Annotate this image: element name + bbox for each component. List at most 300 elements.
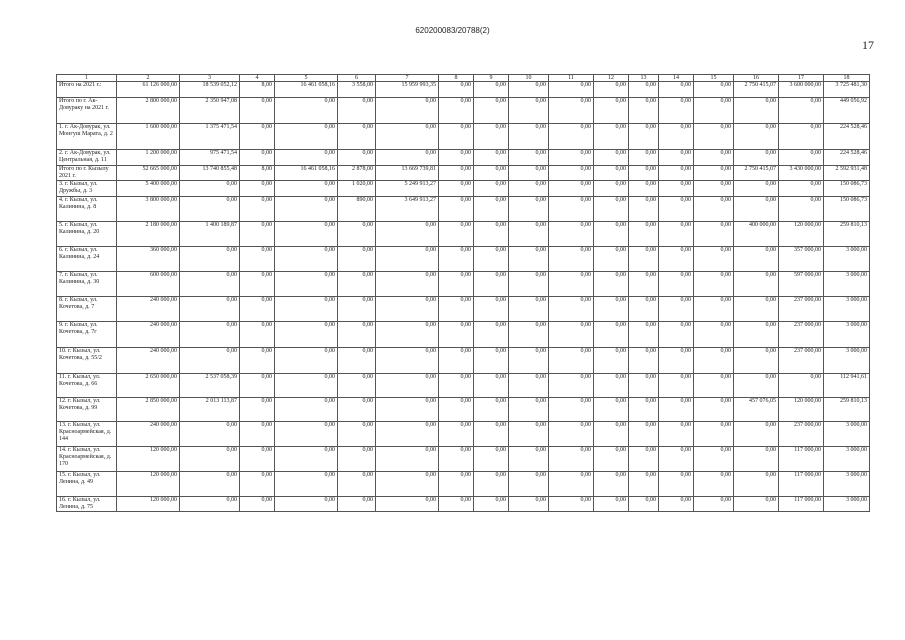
table-cell: 449 056,92	[824, 98, 870, 124]
table-cell: 150 086,73	[824, 197, 870, 222]
column-header: 15	[694, 75, 734, 82]
table-cell: 0,00	[338, 98, 376, 124]
table-cell: 0,00	[629, 247, 659, 272]
table-cell: 0,00	[629, 82, 659, 98]
table-cell: 0,00	[509, 297, 549, 322]
table-cell: 150 086,73	[824, 181, 870, 197]
table-cell: 0,00	[180, 272, 240, 297]
table-cell: 0,00	[376, 247, 439, 272]
column-header: 5	[275, 75, 338, 82]
table-cell: 0,00	[509, 98, 549, 124]
table-cell: 0,00	[275, 150, 338, 166]
table-cell: 0,00	[659, 150, 694, 166]
row-label: 14. г. Кызыл, ул. Красноармейская, д. 170	[57, 447, 117, 472]
table-cell: 0,00	[694, 150, 734, 166]
table-cell: 259 810,13	[824, 222, 870, 247]
table-cell: 8,00	[240, 82, 275, 98]
table-cell: 0,00	[474, 472, 509, 497]
table-cell: 0,00	[659, 322, 694, 348]
table-cell: 0,00	[509, 398, 549, 422]
table-cell: 0,00	[509, 197, 549, 222]
table-cell: 0,00	[376, 447, 439, 472]
table-cell: 2 537 058,39	[180, 374, 240, 398]
table-cell: 890,00	[338, 197, 376, 222]
table-cell: 0,00	[439, 398, 474, 422]
table-cell: 0,00	[659, 181, 694, 197]
table-cell: 0,00	[594, 197, 629, 222]
table-cell: 0,00	[734, 181, 779, 197]
table-cell: 0,00	[694, 222, 734, 247]
table-cell: 0,00	[594, 150, 629, 166]
table-cell: 0,00	[474, 82, 509, 98]
table-cell: 16 461 058,16	[275, 82, 338, 98]
table-cell: 120 000,00	[779, 222, 824, 247]
table-cell: 0,00	[629, 422, 659, 447]
table-cell: 2 750 415,07	[734, 82, 779, 98]
table-cell: 0,00	[474, 348, 509, 374]
table-cell: 0,00	[659, 82, 694, 98]
table-cell: 0,00	[594, 98, 629, 124]
row-label: 15. г. Кызыл, ул. Ленина, д. 49	[57, 472, 117, 497]
table-cell: 0,00	[275, 497, 338, 512]
table-cell: 0,00	[376, 98, 439, 124]
table-cell: 0,00	[734, 422, 779, 447]
row-label: 7. г. Кызыл, ул. Калинина, д. 30	[57, 272, 117, 297]
table-cell: 0,00	[694, 82, 734, 98]
table-cell: 0,00	[439, 297, 474, 322]
table-cell: 0,00	[629, 222, 659, 247]
table-cell: 0,00	[240, 247, 275, 272]
table-cell: 0,00	[180, 181, 240, 197]
table-cell: 2 800 000,00	[117, 98, 180, 124]
table-row	[57, 398, 870, 422]
row-label: 13. г. Кызыл, ул. Красноармейская, д. 144	[57, 422, 117, 447]
table-cell: 0,00	[594, 297, 629, 322]
table-cell: 0,00	[694, 348, 734, 374]
document-id: 620200083/20788(2)	[415, 26, 490, 35]
table-cell: 0,00	[338, 398, 376, 422]
table-cell: 0,00	[376, 422, 439, 447]
table-cell: 0,00	[594, 422, 629, 447]
table-cell: 117 000,00	[779, 497, 824, 512]
table-cell: 0,00	[549, 472, 594, 497]
table-cell: 0,00	[779, 124, 824, 150]
table-cell: 0,00	[474, 222, 509, 247]
column-header: 12	[594, 75, 629, 82]
row-label: 12. г. Кызыл, ул. Кочетова, д. 99	[57, 398, 117, 422]
table-cell: 0,00	[694, 422, 734, 447]
table-cell: 117 000,00	[779, 447, 824, 472]
table-cell: 224 528,46	[824, 124, 870, 150]
table-cell: 0,00	[275, 247, 338, 272]
table-cell: 0,00	[240, 150, 275, 166]
table-cell: 0,00	[439, 150, 474, 166]
table-cell: 0,00	[594, 374, 629, 398]
table-cell: 120 000,00	[117, 472, 180, 497]
table-cell: 237 000,00	[779, 322, 824, 348]
table-cell: 0,00	[594, 447, 629, 472]
column-header: 6	[338, 75, 376, 82]
table-cell: 0,00	[474, 124, 509, 150]
column-header: 3	[180, 75, 240, 82]
table-cell: 0,00	[509, 348, 549, 374]
table-cell: 0,00	[549, 297, 594, 322]
column-header: 8	[439, 75, 474, 82]
row-label: 1. г. Ак-Довурак, ул. Монгуш Марата, д. 2	[57, 124, 117, 150]
table-cell: 0,00	[474, 247, 509, 272]
table-cell: 0,00	[240, 181, 275, 197]
table-cell: 357 000,00	[779, 247, 824, 272]
table-cell: 360 000,00	[117, 247, 180, 272]
table-cell: 0,00	[659, 422, 694, 447]
table-cell: 0,00	[474, 447, 509, 472]
table-cell: 0,00	[439, 124, 474, 150]
table-cell: 0,00	[549, 247, 594, 272]
table-row	[57, 348, 870, 374]
table-cell: 2 013 113,87	[180, 398, 240, 422]
table-cell: 0,00	[659, 98, 694, 124]
table-cell: 0,00	[779, 181, 824, 197]
table-cell: 0,00	[549, 150, 594, 166]
table-cell: 0,00	[734, 322, 779, 348]
table-cell: 0,00	[694, 181, 734, 197]
table-cell: 240 000,00	[117, 348, 180, 374]
table-cell: 0,00	[240, 98, 275, 124]
table-cell: 0,00	[694, 166, 734, 181]
table-cell: 0,00	[338, 348, 376, 374]
table-cell: 0,00	[549, 98, 594, 124]
table-cell: 0,00	[694, 374, 734, 398]
table-cell: 0,00	[629, 297, 659, 322]
table-cell: 0,00	[549, 497, 594, 512]
table-cell: 0,00	[338, 297, 376, 322]
column-header: 17	[779, 75, 824, 82]
row-label: Итого на 2021 г.:	[57, 82, 117, 98]
table-cell: 0,00	[779, 150, 824, 166]
table-cell: 0,00	[734, 124, 779, 150]
table-cell: 2 650 000,00	[117, 374, 180, 398]
table-cell: 0,00	[594, 472, 629, 497]
table-cell: 0,00	[734, 348, 779, 374]
table-cell: 0,00	[474, 181, 509, 197]
table-cell: 0,00	[734, 447, 779, 472]
table-cell: 0,00	[594, 124, 629, 150]
table-cell: 0,00	[509, 181, 549, 197]
table-cell: 0,00	[474, 322, 509, 348]
table-cell: 117 000,00	[779, 472, 824, 497]
table-row	[57, 124, 870, 150]
table-cell: 457 076,05	[734, 398, 779, 422]
row-label: Итого по г. Ак-Довураку на 2021 г.	[57, 98, 117, 124]
table-cell: 0,00	[594, 166, 629, 181]
table-cell: 0,00	[694, 497, 734, 512]
column-header: 2	[117, 75, 180, 82]
table-cell: 0,00	[180, 348, 240, 374]
table-cell: 3 000,00	[824, 247, 870, 272]
table-cell: 0,00	[694, 124, 734, 150]
table-cell: 16 461 058,16	[275, 166, 338, 181]
table-cell: 2 878,00	[338, 166, 376, 181]
table-cell: 0,00	[439, 422, 474, 447]
table-cell: 0,00	[275, 181, 338, 197]
table-cell: 3 000,00	[824, 322, 870, 348]
table-cell: 61 126 000,00	[117, 82, 180, 98]
table-cell: 0,00	[474, 422, 509, 447]
table-cell: 0,00	[629, 398, 659, 422]
table-cell: 3 000,00	[824, 472, 870, 497]
table-cell: 0,00	[694, 297, 734, 322]
table-cell: 0,00	[734, 272, 779, 297]
table-cell: 0,00	[629, 150, 659, 166]
table-cell: 0,00	[376, 222, 439, 247]
table-cell: 0,00	[694, 398, 734, 422]
table-cell: 0,00	[240, 124, 275, 150]
table-cell: 0,00	[659, 472, 694, 497]
table-cell: 0,00	[629, 98, 659, 124]
table-cell: 0,00	[338, 472, 376, 497]
table-cell: 0,00	[439, 197, 474, 222]
table-cell: 0,00	[376, 297, 439, 322]
table-cell: 0,00	[659, 447, 694, 472]
table-cell: 52 665 000,00	[117, 166, 180, 181]
table-row	[57, 82, 870, 98]
table-cell: 0,00	[275, 422, 338, 447]
table-cell: 240 000,00	[117, 297, 180, 322]
table-cell: 0,00	[779, 98, 824, 124]
table-cell: 1 600 000,00	[117, 124, 180, 150]
table-cell: 0,00	[694, 197, 734, 222]
table-cell: 0,00	[376, 124, 439, 150]
table-cell: 0,00	[439, 222, 474, 247]
table-cell: 0,00	[659, 222, 694, 247]
table-cell: 237 000,00	[779, 348, 824, 374]
table-cell: 0,00	[439, 374, 474, 398]
column-header: 16	[734, 75, 779, 82]
table-cell: 3 000,00	[824, 497, 870, 512]
table-row	[57, 422, 870, 447]
table-cell: 0,00	[509, 124, 549, 150]
table-cell: 0,00	[629, 124, 659, 150]
table-cell: 0,00	[509, 222, 549, 247]
table-cell: 2 592 931,48	[824, 166, 870, 181]
table-cell: 0,00	[509, 374, 549, 398]
table-cell: 0,00	[240, 472, 275, 497]
table-cell: 0,00	[180, 297, 240, 322]
table-cell: 0,00	[439, 348, 474, 374]
column-header: 14	[659, 75, 694, 82]
table-cell: 240 000,00	[117, 422, 180, 447]
table-cell: 0,00	[474, 374, 509, 398]
table-row	[57, 272, 870, 297]
column-header: 11	[549, 75, 594, 82]
table-cell: 0,00	[376, 374, 439, 398]
table-cell: 0,00	[734, 374, 779, 398]
table-cell: 0,00	[439, 82, 474, 98]
table-cell: 0,00	[549, 197, 594, 222]
table-cell: 0,00	[509, 82, 549, 98]
row-label: 10. г. Кызыл, ул. Кочетова, д. 55/2	[57, 348, 117, 374]
table-cell: 0,00	[734, 197, 779, 222]
table-cell: 1 200 000,00	[117, 150, 180, 166]
table-row	[57, 297, 870, 322]
table-cell: 0,00	[439, 472, 474, 497]
table-cell: 0,00	[275, 322, 338, 348]
table-cell: 0,00	[659, 124, 694, 150]
table-cell: 120 000,00	[779, 398, 824, 422]
table-cell: 0,00	[439, 247, 474, 272]
table-row	[57, 197, 870, 222]
table-cell: 3 600 000,00	[779, 82, 824, 98]
table-cell: 1 375 471,54	[180, 124, 240, 150]
table-cell: 0,00	[659, 398, 694, 422]
table-cell: 120 000,00	[117, 447, 180, 472]
table-cell: 0,00	[549, 322, 594, 348]
table-cell: 0,00	[659, 166, 694, 181]
table-cell: 0,00	[376, 398, 439, 422]
table-cell: 0,00	[275, 222, 338, 247]
table-cell: 0,00	[734, 98, 779, 124]
table-cell: 0,00	[659, 297, 694, 322]
table-cell: 400 000,00	[734, 222, 779, 247]
table-row	[57, 166, 870, 181]
table-cell: 0,00	[474, 166, 509, 181]
table-row	[57, 497, 870, 512]
table-cell: 0,00	[629, 272, 659, 297]
table-cell: 0,00	[509, 322, 549, 348]
row-label: 9. г. Кызыл, ул. Кочетова, д. 7г	[57, 322, 117, 348]
table-cell: 0,00	[338, 222, 376, 247]
row-label: 2. г. Ак-Довурак, ул. Центральная, д. 11	[57, 150, 117, 166]
table-cell: 15 959 993,35	[376, 82, 439, 98]
table-cell: 112 941,61	[824, 374, 870, 398]
table-cell: 0,00	[694, 272, 734, 297]
table-cell: 0,00	[694, 247, 734, 272]
row-label: 11. г. Кызыл, ул. Кочетова, д. 66	[57, 374, 117, 398]
table-row	[57, 222, 870, 247]
table-cell: 0,00	[439, 497, 474, 512]
table-cell: 0,00	[629, 181, 659, 197]
table-cell: 0,00	[275, 124, 338, 150]
table-cell: 0,00	[180, 197, 240, 222]
table-cell: 0,00	[338, 247, 376, 272]
table-cell: 0,00	[659, 348, 694, 374]
table-cell: 3 000,00	[824, 272, 870, 297]
table-cell: 0,00	[594, 247, 629, 272]
table-cell: 0,00	[734, 150, 779, 166]
table-cell: 0,00	[439, 322, 474, 348]
table-cell: 3 000,00	[824, 348, 870, 374]
table-cell: 0,00	[659, 247, 694, 272]
table-cell: 0,00	[376, 272, 439, 297]
table-cell: 0,00	[180, 247, 240, 272]
table-cell: 3 725 481,30	[824, 82, 870, 98]
table-cell: 0,00	[240, 322, 275, 348]
table-cell: 237 000,00	[779, 297, 824, 322]
table-cell: 0,00	[779, 374, 824, 398]
table-cell: 18 539 052,12	[180, 82, 240, 98]
table-cell: 8,00	[240, 166, 275, 181]
table-cell: 0,00	[275, 447, 338, 472]
column-header: 18	[824, 75, 870, 82]
table-cell: 0,00	[549, 222, 594, 247]
table-cell: 0,00	[594, 222, 629, 247]
table-cell: 0,00	[629, 497, 659, 512]
table-cell: 0,00	[275, 272, 338, 297]
table-cell: 224 528,46	[824, 150, 870, 166]
table-cell: 0,00	[734, 497, 779, 512]
table-cell: 0,00	[509, 447, 549, 472]
table-cell: 0,00	[509, 247, 549, 272]
table-cell: 0,00	[594, 348, 629, 374]
table-cell: 5 249 913,27	[376, 181, 439, 197]
column-header: 4	[240, 75, 275, 82]
table-cell: 0,00	[734, 297, 779, 322]
table-cell: 0,00	[240, 398, 275, 422]
table-cell: 5 400 000,00	[117, 181, 180, 197]
table-cell: 0,00	[275, 398, 338, 422]
table-cell: 0,00	[549, 447, 594, 472]
table-cell: 3 000,00	[824, 447, 870, 472]
table-row	[57, 98, 870, 124]
table-cell: 0,00	[338, 124, 376, 150]
table-cell: 0,00	[338, 322, 376, 348]
table-cell: 0,00	[240, 272, 275, 297]
table-row	[57, 247, 870, 272]
table-cell: 0,00	[549, 422, 594, 447]
table-cell: 0,00	[338, 150, 376, 166]
table-cell: 0,00	[439, 98, 474, 124]
table-cell: 0,00	[376, 150, 439, 166]
table-cell: 597 000,00	[779, 272, 824, 297]
table-cell: 0,00	[549, 82, 594, 98]
page-number: 17	[862, 38, 874, 52]
budget-table	[56, 74, 870, 512]
table-cell: 0,00	[240, 374, 275, 398]
column-header: 7	[376, 75, 439, 82]
table-cell: 237 000,00	[779, 422, 824, 447]
table-cell: 3 000,00	[824, 297, 870, 322]
table-cell: 0,00	[240, 497, 275, 512]
table-cell: 0,00	[629, 197, 659, 222]
table-cell: 0,00	[240, 197, 275, 222]
row-label: 4. г. Кызыл, ул. Калинина, д. 8	[57, 197, 117, 222]
table-cell: 0,00	[338, 422, 376, 447]
table-cell: 0,00	[594, 322, 629, 348]
table-cell: 13 740 855,48	[180, 166, 240, 181]
row-label: 3. г. Кызыл, ул. Дружбы, д. 3	[57, 181, 117, 197]
table-cell: 0,00	[594, 398, 629, 422]
table-cell: 0,00	[549, 181, 594, 197]
table-row	[57, 472, 870, 497]
table-cell: 13 669 739,81	[376, 166, 439, 181]
table-cell: 0,00	[629, 447, 659, 472]
table-cell: 0,00	[734, 247, 779, 272]
table-cell: 0,00	[549, 124, 594, 150]
table-cell: 0,00	[338, 272, 376, 297]
table-body	[57, 75, 870, 512]
table-cell: 0,00	[275, 197, 338, 222]
table-cell: 0,00	[694, 447, 734, 472]
column-header: 1	[57, 75, 117, 82]
table-cell: 0,00	[629, 472, 659, 497]
table-cell: 0,00	[275, 348, 338, 374]
column-header: 10	[509, 75, 549, 82]
table-cell: 0,00	[376, 348, 439, 374]
table-cell: 0,00	[439, 166, 474, 181]
row-label: Итого по г. Кызылу 2021 г.	[57, 166, 117, 181]
table-cell: 0,00	[180, 497, 240, 512]
table-cell: 0,00	[694, 472, 734, 497]
